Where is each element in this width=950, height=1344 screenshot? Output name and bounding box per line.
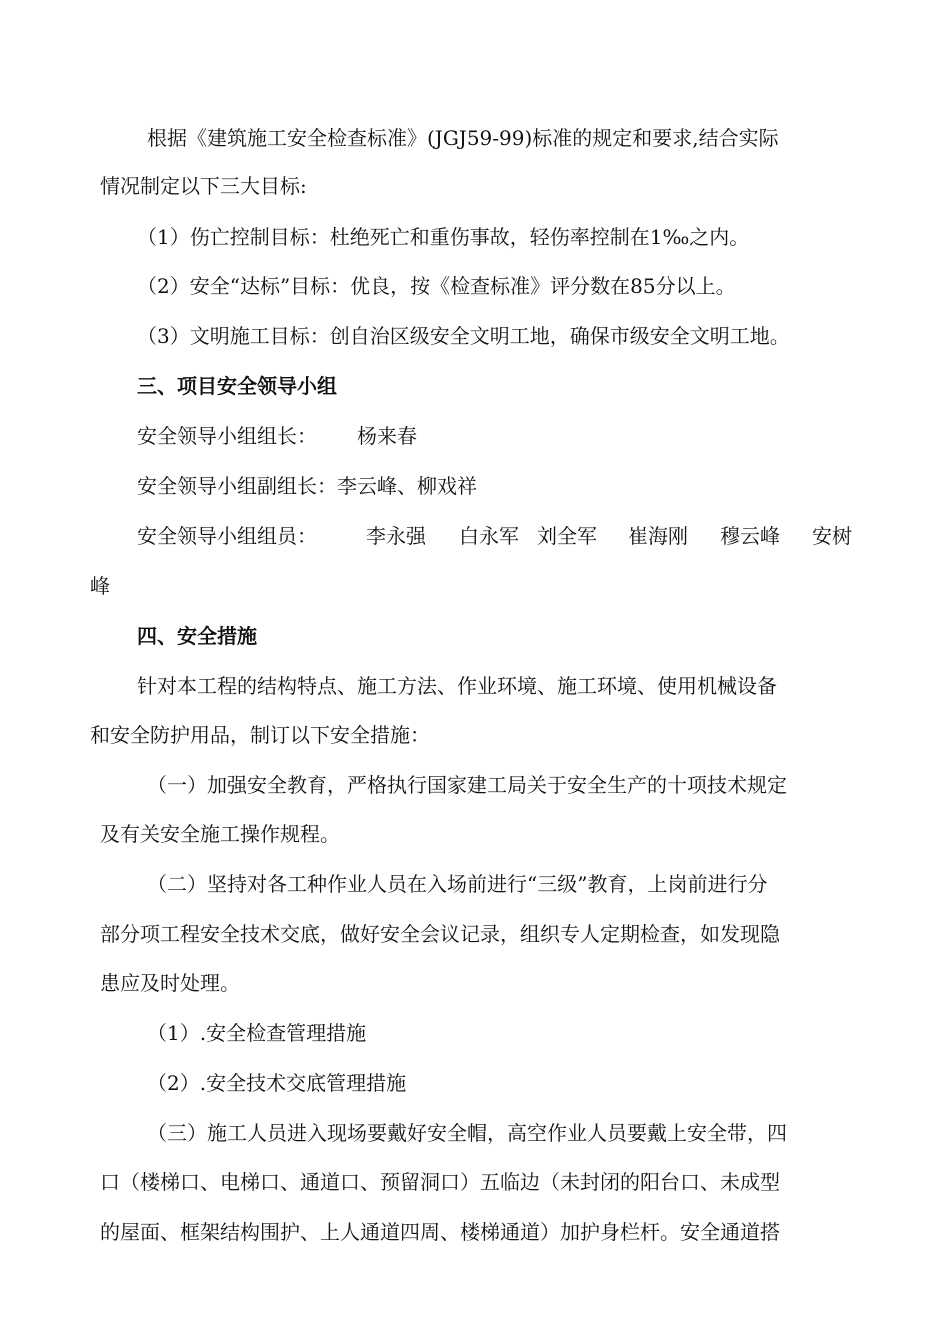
section-4-intro-line-1: 针对本工程的结构特点、施工方法、作业环境、施工环境、使用机械设备 [137,674,777,698]
sub-item-1: （1）.安全检查管理措施 [147,1021,367,1045]
section-4-heading: 四、安全措施 [137,624,257,648]
member-name: 穆云峰 [720,524,780,548]
section-4-intro-line-2: 和安全防护用品，制订以下安全措施： [90,723,430,747]
leader-label: 安全领导小组组长： [137,424,317,448]
item-1-line-1: （一）加强安全教育，严格执行国家建工局关于安全生产的十项技术规定 [147,773,787,797]
deputy-line [137,472,912,500]
item-2-line-2: 部分项工程安全技术交底，做好安全会议记录，组织专人定期检查，如发现隐 [100,922,780,946]
sub-item-2: （2）.安全技术交底管理措施 [147,1071,407,1095]
item-1-line-2: 及有关安全施工操作规程。 [100,822,340,846]
member-name: 李永强 [366,524,426,548]
item-2-line-3: 患应及时处理。 [100,971,240,995]
member-name: 刘全军 [537,524,597,548]
member-name: 崔海刚 [628,524,688,548]
member-name: 白永军 [459,524,519,548]
item-3-line-3: 的屋面、框架结构围护、上人通道四周、楼梯通道）加护身栏杆。安全通道搭 [100,1220,780,1244]
members-line [137,522,865,550]
intro-line-1: 根据《建筑施工安全检查标准》(JGJ59-99)标准的规定和要求,结合实际 [147,126,779,150]
member-name: 安树 [812,524,852,548]
members-line-wrap: 峰 [90,574,110,598]
leader-line [137,422,912,450]
members-label: 安全领导小组组员： [137,524,317,548]
deputy-names: 李云峰、柳戏祥 [337,474,477,498]
leader-name: 杨来春 [357,424,417,448]
goal-2: （2）安全“达标”目标：优良，按《检查标准》评分数在85分以上。 [137,274,736,298]
item-2-line-1: （二）坚持对各工种作业人员在入场前进行“三级”教育，上岗前进行分 [147,872,768,896]
intro-line-2: 情况制定以下三大目标: [100,174,307,198]
goal-3: （3）文明施工目标：创自治区级安全文明工地，确保市级安全文明工地。 [137,324,790,348]
goal-1: （1）伤亡控制目标：杜绝死亡和重伤事故，轻伤率控制在1‰之内。 [137,225,750,249]
deputy-label: 安全领导小组副组长： [137,474,337,498]
section-3-heading: 三、项目安全领导小组 [137,374,337,398]
item-3-line-2: 口（楼梯口、电梯口、通道口、预留洞口）五临边（未封闭的阳台口、未成型 [100,1170,780,1194]
item-3-line-1: （三）施工人员进入现场要戴好安全帽，高空作业人员要戴上安全带，四 [147,1121,787,1145]
